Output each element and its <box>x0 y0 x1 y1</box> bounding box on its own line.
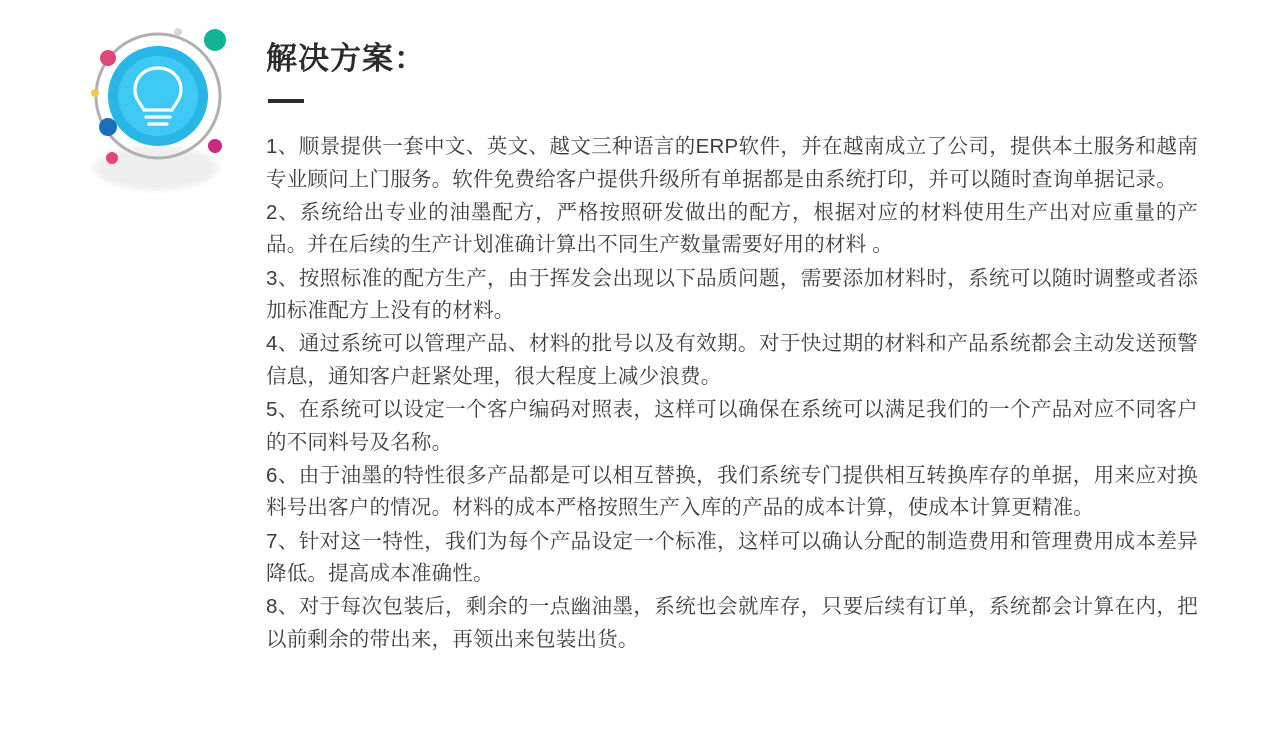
teal-dot-upper-right-icon <box>204 29 226 51</box>
solution-paragraph: 8、对于每次包装后，剩余的一点幽油墨，系统也会就库存，只要后续有订单，系统都会计算在内，把以前剩余的带出来，再领出来包装出货。 <box>266 595 1198 651</box>
lightbulb-icon <box>60 18 260 208</box>
page-title: 解决方案： <box>266 41 426 76</box>
title-underline-rule <box>268 99 304 103</box>
content-column <box>266 40 1198 657</box>
solution-paragraph: 7、针对这一特性，我们为每个产品设定一个标准，这样可以确认分配的制造费用和管理费用成本差异降低。提高成本准确性。 <box>266 529 1198 586</box>
solution-paragraph: 4、通过系统可以管理产品、材料的批号以及有效期。对于快过期的材料和产品系统都会主动发送预警信息，通知客户赶紧处理，很大程度上减少浪费。 <box>266 332 1198 388</box>
solution-paragraph: 1、顺景提供一套中文、英文、越文三种语言的ERP软件，并在越南成立了公司，提供本土服务和越南专业顾问上门服务。软件免费给客户提供升级所有单据都是由系统打印，并可以随时查询单据记录。 <box>266 135 1198 191</box>
blue-dot-lower-left-icon <box>99 118 117 136</box>
solution-paragraph: 6、由于油墨的特性很多产品都是可以相互替换，我们系统专门提供相互转换库存的单据，用来应对换料号出客户的情况。材料的成本严格按照生产入库的产品的成本计算，使成本计算更精准。 <box>266 463 1198 520</box>
pink-dot-bottom-left-icon <box>106 152 118 164</box>
solution-paragraph: 3、按照标准的配方生产，由于挥发会出现以下品质问题，需要添加材料时，系统可以随时调整或者添加标准配方上没有的材料。 <box>266 266 1198 323</box>
solution-paragraph: 5、在系统可以设定一个客户编码对照表，这样可以确保在系统可以满足我们的一个产品对应不同客户的不同料号及名称。 <box>266 398 1198 454</box>
solution-paragraph: 2、系统给出专业的油墨配方，严格按照研发做出的配方，根据对应的材料使用生产出对应重量的产品。并在后续的生产计划准确计算出不同生产数量需要好用的材料 。 <box>266 200 1198 257</box>
pink-dot-upper-left-icon <box>100 50 116 66</box>
gray-dot-icon <box>174 28 182 36</box>
solution-paragraph-list <box>266 131 1198 656</box>
yellow-dot-icon <box>91 89 99 97</box>
magenta-dot-lower-right-icon <box>208 139 222 153</box>
